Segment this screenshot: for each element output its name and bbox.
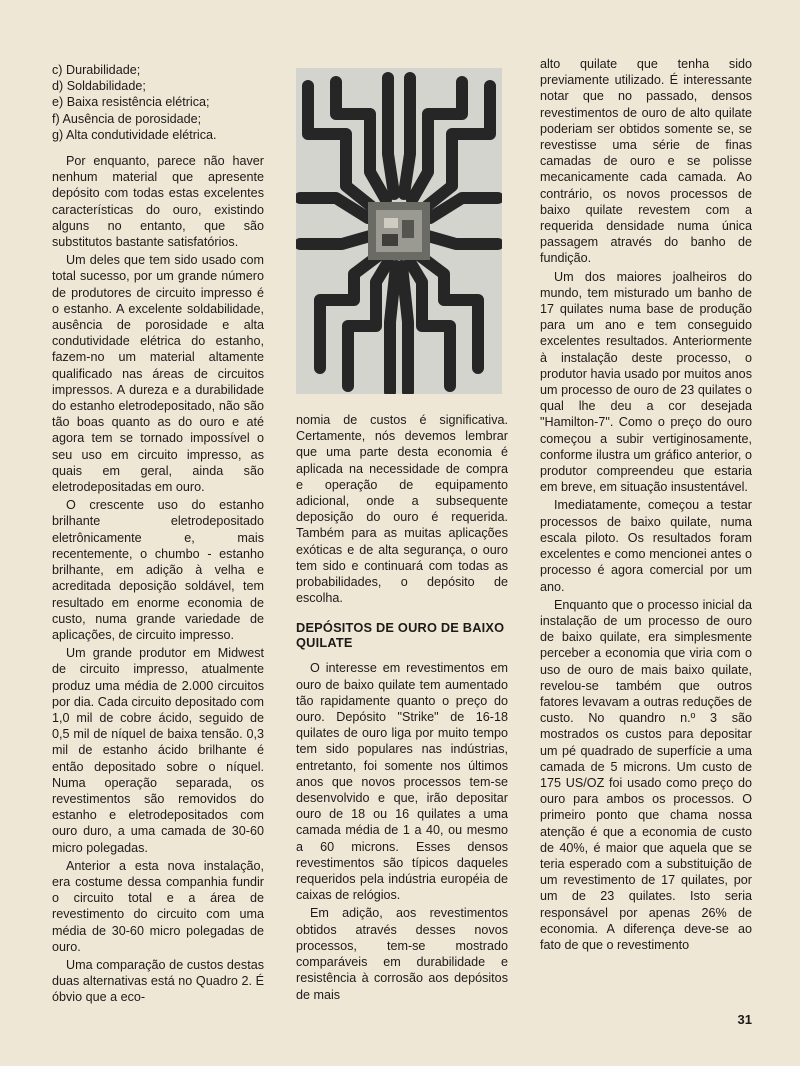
paragraph: Imediatamente, começou a testar processos de baixo quilate, numa escala piloto. Os resultados foram excelentes e como mencionei antes o processo é agora comercial por um ano.	[540, 498, 752, 594]
list-item: g) Alta condutividade elétrica.	[52, 127, 217, 142]
paragraph: O interesse em revestimentos em ouro de baixo quilate tem aumentado tão rapidamente quanto o preço do ouro. Depósito "Strike" de 16-18 quilates de ouro liga por muito tempo tem sido populares nas indústrias, entretanto, foi somente nos últimos anos que novos processos tem-se desenvolvido e que, irão depositar ouro de 18 ou 16 quilates a uma camada média de 1 a 40, ou mesmo a 60 microns. Esses densos revestimentos são típicos daqueles requeridos pela indústria européia de caixas de relógios.	[296, 661, 508, 903]
paragraph: Um dos maiores joalheiros do mundo, tem misturado um banho de 17 quilates numa base de produção para um ano e tem conseguido excelentes resultados. Anteriormente à instalação deste processo, o produtor havia usado por muitos anos um processo de ouro de 23 quilates o qual lhe deu a cor desejada "Hamilton-7". Como o preço do ouro começou a subir vertiginosamente, conforme ilustra um gráfico anterior, o produtor compreendeu que estaria em breve, em situação insustentável.	[540, 269, 752, 495]
paragraph: Uma comparação de custos destas duas alternativas está no Quadro 2. É óbvio que a eco-	[52, 957, 264, 1005]
column-left	[52, 62, 264, 1008]
property-list	[52, 62, 264, 143]
paragraph: O crescente uso do estanho brilhante eletrodepositado eletrônicamente e, mais recentemente, o chumbo - estanho brilhante, em adição à velha e acreditada deposição soldável, tem resultado em enorme economia de custo, numa grande variedade de aplicações, de circuito impresso.	[52, 498, 264, 642]
paragraph: Enquanto que o processo inicial da instalação de um processo de ouro de baixo quilate, era simplesmente perceber a economia que viria com o uso de ouro de mais baixo quilate, revelou-se também que outros fatores levavam a outras reduções de custo. No quandro n.º 3 são mostrados os custos para depositar um pé quadrado de superfície a uma camada de 5 microns. Um custo de 175 US/OZ foi usado como preço do ouro para ambos os processos. O primeiro ponto que chama nossa atenção é que a economia de custo de 40%, é maior que aquela que se teria esperado com a substituição de um revestimento de 17 quilates, por um de 23 quilates. Isto seria responsável por apenas 26% de economia. A diferença deve-se ao fato de que o revestimento	[540, 597, 752, 952]
paragraph: nomia de custos é significativa. Certamente, nós devemos lembrar que uma parte desta economia é aplicada na necessidade de compra e operação de equipamento adicional, onde a subsequente deposição do ouro é requerida. Também para as muitas aplicações exóticas e de alta segurança, o ouro tem sido e continuará com todas as probabilidades, o depósito de escolha.	[296, 413, 508, 606]
chip-photograph	[296, 68, 502, 394]
list-item: e) Baixa resistência elétrica;	[52, 95, 210, 110]
section-heading: DEPÓSITOS DE OURO DE BAIXO QUILATE	[296, 620, 505, 651]
paragraph: Em adição, aos revestimentos obtidos através desses novos processos, tem-se mostrado comparáveis em durabilidade e resistência à corrosão aos depósitos de mais	[296, 906, 508, 1002]
list-item: c) Durabilidade;	[52, 63, 141, 77]
list-item: d) Soldabilidade;	[52, 79, 146, 94]
chip-photo-svg	[296, 68, 502, 394]
page-number: 31	[737, 1012, 752, 1027]
paragraph: Anterior a esta nova instalação, era costume dessa companhia fundir o circuito total e a área de revestimento do circuito com uma média de 30-60 micro polegadas de ouro.	[52, 858, 264, 954]
column-middle	[296, 412, 508, 1005]
paragraph: Um deles que tem sido usado com total sucesso, por um grande número de produtores de circuito impresso é o estanho. A excelente soldabilidade, ausência de porosidade e alta condutividade elétrica do estanho, fazem-no um material altamente qualificado nas áreas de circuitos impressos. A dureza e a durabilidade do estanho eletrodepositado, não são tão boas quanto as do ouro e até agora tem se tornado impossível o seu uso em circuito impresso, as quais em geral, ainda são eletrodepositadas em ouro.	[52, 253, 264, 495]
paragraph: alto quilate que tenha sido previamente utilizado. É interessante notar que no passado, densos revestimentos de ouro de alto quilate poderiam ser obtidos somente se, se revestisse uma série de finas camadas de ouro e se polisse mecanicamente cada camada. Ao contrário, os novos processos de baixo quilate revestem com a requerida densidade numa única passagem através do banho de fundição.	[540, 57, 752, 266]
column-right	[540, 56, 752, 955]
list-item: f) Ausência de porosidade;	[52, 111, 202, 126]
paragraph: Um grande produtor em Midwest de circuito impresso, atualmente produz uma média de 2.000 circuitos por dia. Cada circuito depositado com 1,0 mil de cobre ácido, seguido de 0,5 mil de níquel de baixa tensão. 0,3 mil de estanho ácido brilhante é então depositado sobre o níquel. Numa operação separada, os revestimentos são removidos do estanho e eletrodepositados com ouro duro, a uma camada de 30-60 micro polegadas.	[52, 646, 264, 855]
paragraph: Por enquanto, parece não haver nenhum material que apresente depósito com todas estas excelentes características do ouro, existindo alguns no entanto, que são substitutos bastante satisfatórios.	[52, 154, 264, 250]
